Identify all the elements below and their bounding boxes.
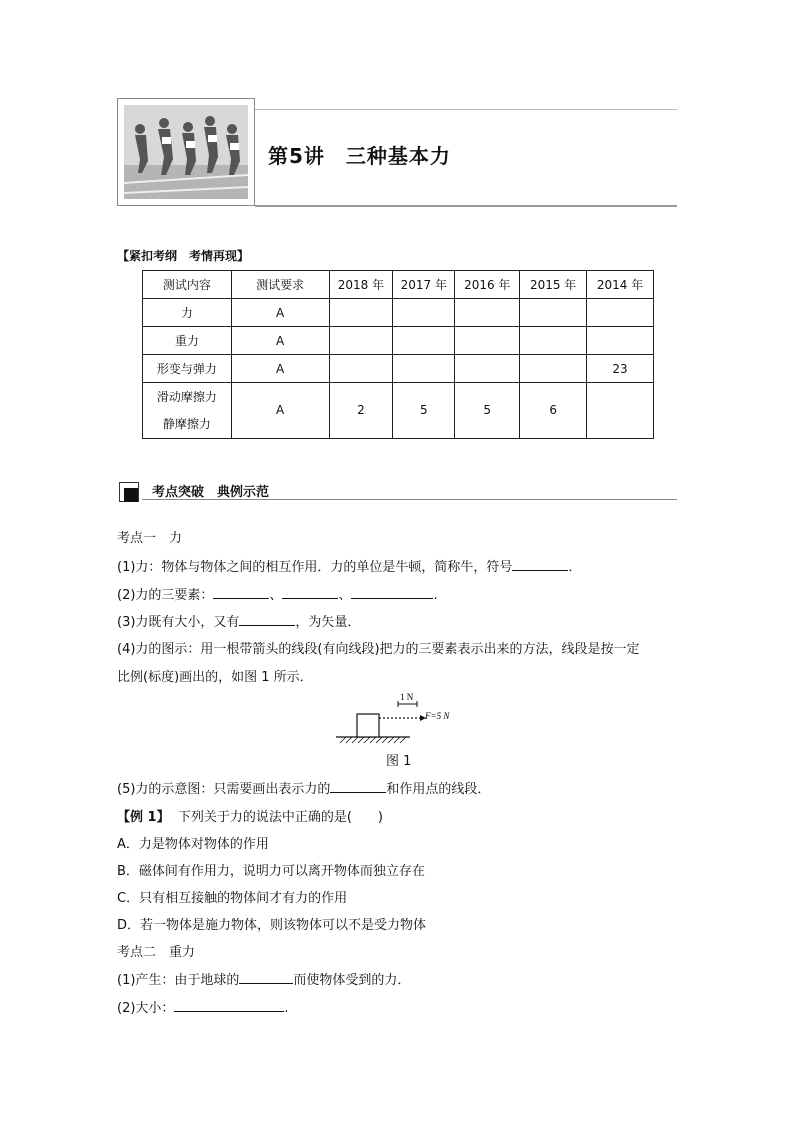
paragraph-5 xyxy=(117,778,490,797)
text: (2)大小： xyxy=(117,1001,175,1016)
table-cell xyxy=(455,355,520,383)
table-cell-line: 静摩擦力 xyxy=(162,416,211,431)
table-cell xyxy=(143,383,232,439)
text: 下列关于力的说法中正确的是( ) xyxy=(169,810,383,825)
text: (5)力的示意图：只需要画出表示力的 xyxy=(117,782,331,797)
table-header-cell: 测试内容 xyxy=(143,271,232,299)
block-title-rule xyxy=(142,499,677,500)
table-cell xyxy=(393,327,455,355)
text: (2)力的三要素： xyxy=(117,588,214,603)
answer-blank xyxy=(239,612,295,626)
option-c: C．只有相互接触的物体间才有力的作用 xyxy=(117,891,348,906)
answer-blank xyxy=(330,779,386,793)
text: (3)力既有大小，又有 xyxy=(117,615,240,630)
table-cell xyxy=(393,299,455,327)
paragraph-2 xyxy=(117,584,438,603)
answer-blank xyxy=(239,970,293,984)
q2-1 xyxy=(117,969,410,988)
exam-table xyxy=(142,270,654,439)
text: 、 xyxy=(269,588,283,603)
text: 而使物体受到的力． xyxy=(293,973,411,988)
answer-blank xyxy=(174,998,284,1012)
table-cell xyxy=(393,355,455,383)
point2-title: 考点二 重力 xyxy=(117,945,196,960)
table-cell xyxy=(520,299,587,327)
table-cell: A xyxy=(231,383,329,439)
option-a: A．力是物体对物体的作用 xyxy=(117,837,269,852)
table-cell xyxy=(587,299,654,327)
paragraph-3 xyxy=(117,611,360,630)
table-cell xyxy=(520,327,587,355)
table-cell: 5 xyxy=(393,383,455,439)
example-label: 【例 1】 xyxy=(117,810,170,825)
table-cell: A xyxy=(231,299,329,327)
text: (1)力：物体与物体之间的相互作用．力的单位是牛顿，简称牛，符号 xyxy=(117,560,513,575)
section-square-fill-icon xyxy=(124,488,138,502)
example-1-question xyxy=(117,806,383,825)
table-header-cell: 2015 年 xyxy=(520,271,587,299)
header-bottom-rule xyxy=(255,205,677,207)
text: 和作用点的线段． xyxy=(386,782,491,797)
table-cell: 力 xyxy=(143,299,232,327)
paragraph-4-line-2: 比例(标度)画出的，如图 1 所示． xyxy=(117,670,313,685)
table-header-cell: 2018 年 xyxy=(329,271,393,299)
text: ，为矢量． xyxy=(295,615,361,630)
table-cell: 5 xyxy=(455,383,520,439)
text: ． xyxy=(568,560,582,575)
text: (1)产生：由于地球的 xyxy=(117,973,240,988)
table-cell xyxy=(329,355,393,383)
table-header-row xyxy=(143,271,654,299)
point1-title: 考点一 力 xyxy=(117,531,183,546)
table-cell xyxy=(520,355,587,383)
table-header-cell: 测试要求 xyxy=(231,271,329,299)
table-cell xyxy=(329,327,393,355)
table-cell xyxy=(455,327,520,355)
table-row xyxy=(143,355,654,383)
answer-blank xyxy=(351,585,433,599)
text: . xyxy=(284,1001,289,1016)
figure-1-caption: 图 1 xyxy=(386,754,412,769)
scale-label: 1 N xyxy=(400,692,414,702)
table-row xyxy=(143,327,654,355)
ground-hatch xyxy=(340,737,406,743)
table-cell: 6 xyxy=(520,383,587,439)
paragraph-4-line-1: (4)力的图示：用一根带箭头的线段(有向线段)把力的三要素表示出来的方法，线段是按一定 xyxy=(117,642,640,657)
table-row xyxy=(143,299,654,327)
header-top-rule xyxy=(255,109,677,110)
table-cell: 形变与弹力 xyxy=(143,355,232,383)
table-cell xyxy=(587,383,654,439)
text: 、 xyxy=(338,588,352,603)
figure-1-force-diagram xyxy=(336,690,466,746)
table-header-cell: 2017 年 xyxy=(393,271,455,299)
answer-blank xyxy=(512,557,568,571)
text: . xyxy=(433,588,438,603)
answer-blank xyxy=(213,585,269,599)
table-header-cell: 2016 年 xyxy=(455,271,520,299)
option-b: B．磁体间有作用力，说明力可以离开物体而独立存在 xyxy=(117,864,425,879)
exam-section-label: 【紧扣考纲 考情再现】 xyxy=(117,249,250,263)
table-cell: 23 xyxy=(587,355,654,383)
option-d: D．若一物体是施力物体，则该物体可以不是受力物体 xyxy=(117,918,427,933)
table-cell: A xyxy=(231,355,329,383)
table-cell: 重力 xyxy=(143,327,232,355)
force-label: F=5 N xyxy=(425,711,450,721)
block-box xyxy=(357,714,379,737)
table-cell: A xyxy=(231,327,329,355)
header-photo-runners xyxy=(117,98,255,206)
paragraph-1 xyxy=(117,556,581,575)
table-cell xyxy=(587,327,654,355)
table-row xyxy=(143,383,654,439)
table-cell: 2 xyxy=(329,383,393,439)
block-title: 考点突破 典例示范 xyxy=(152,485,270,500)
table-cell-line: 滑动摩擦力 xyxy=(156,389,217,404)
answer-blank xyxy=(282,585,338,599)
table-header-cell: 2014 年 xyxy=(587,271,654,299)
q2-2 xyxy=(117,997,289,1016)
table-cell xyxy=(455,299,520,327)
table-cell xyxy=(329,299,393,327)
page-title: 第5讲 三种基本力 xyxy=(268,144,451,168)
